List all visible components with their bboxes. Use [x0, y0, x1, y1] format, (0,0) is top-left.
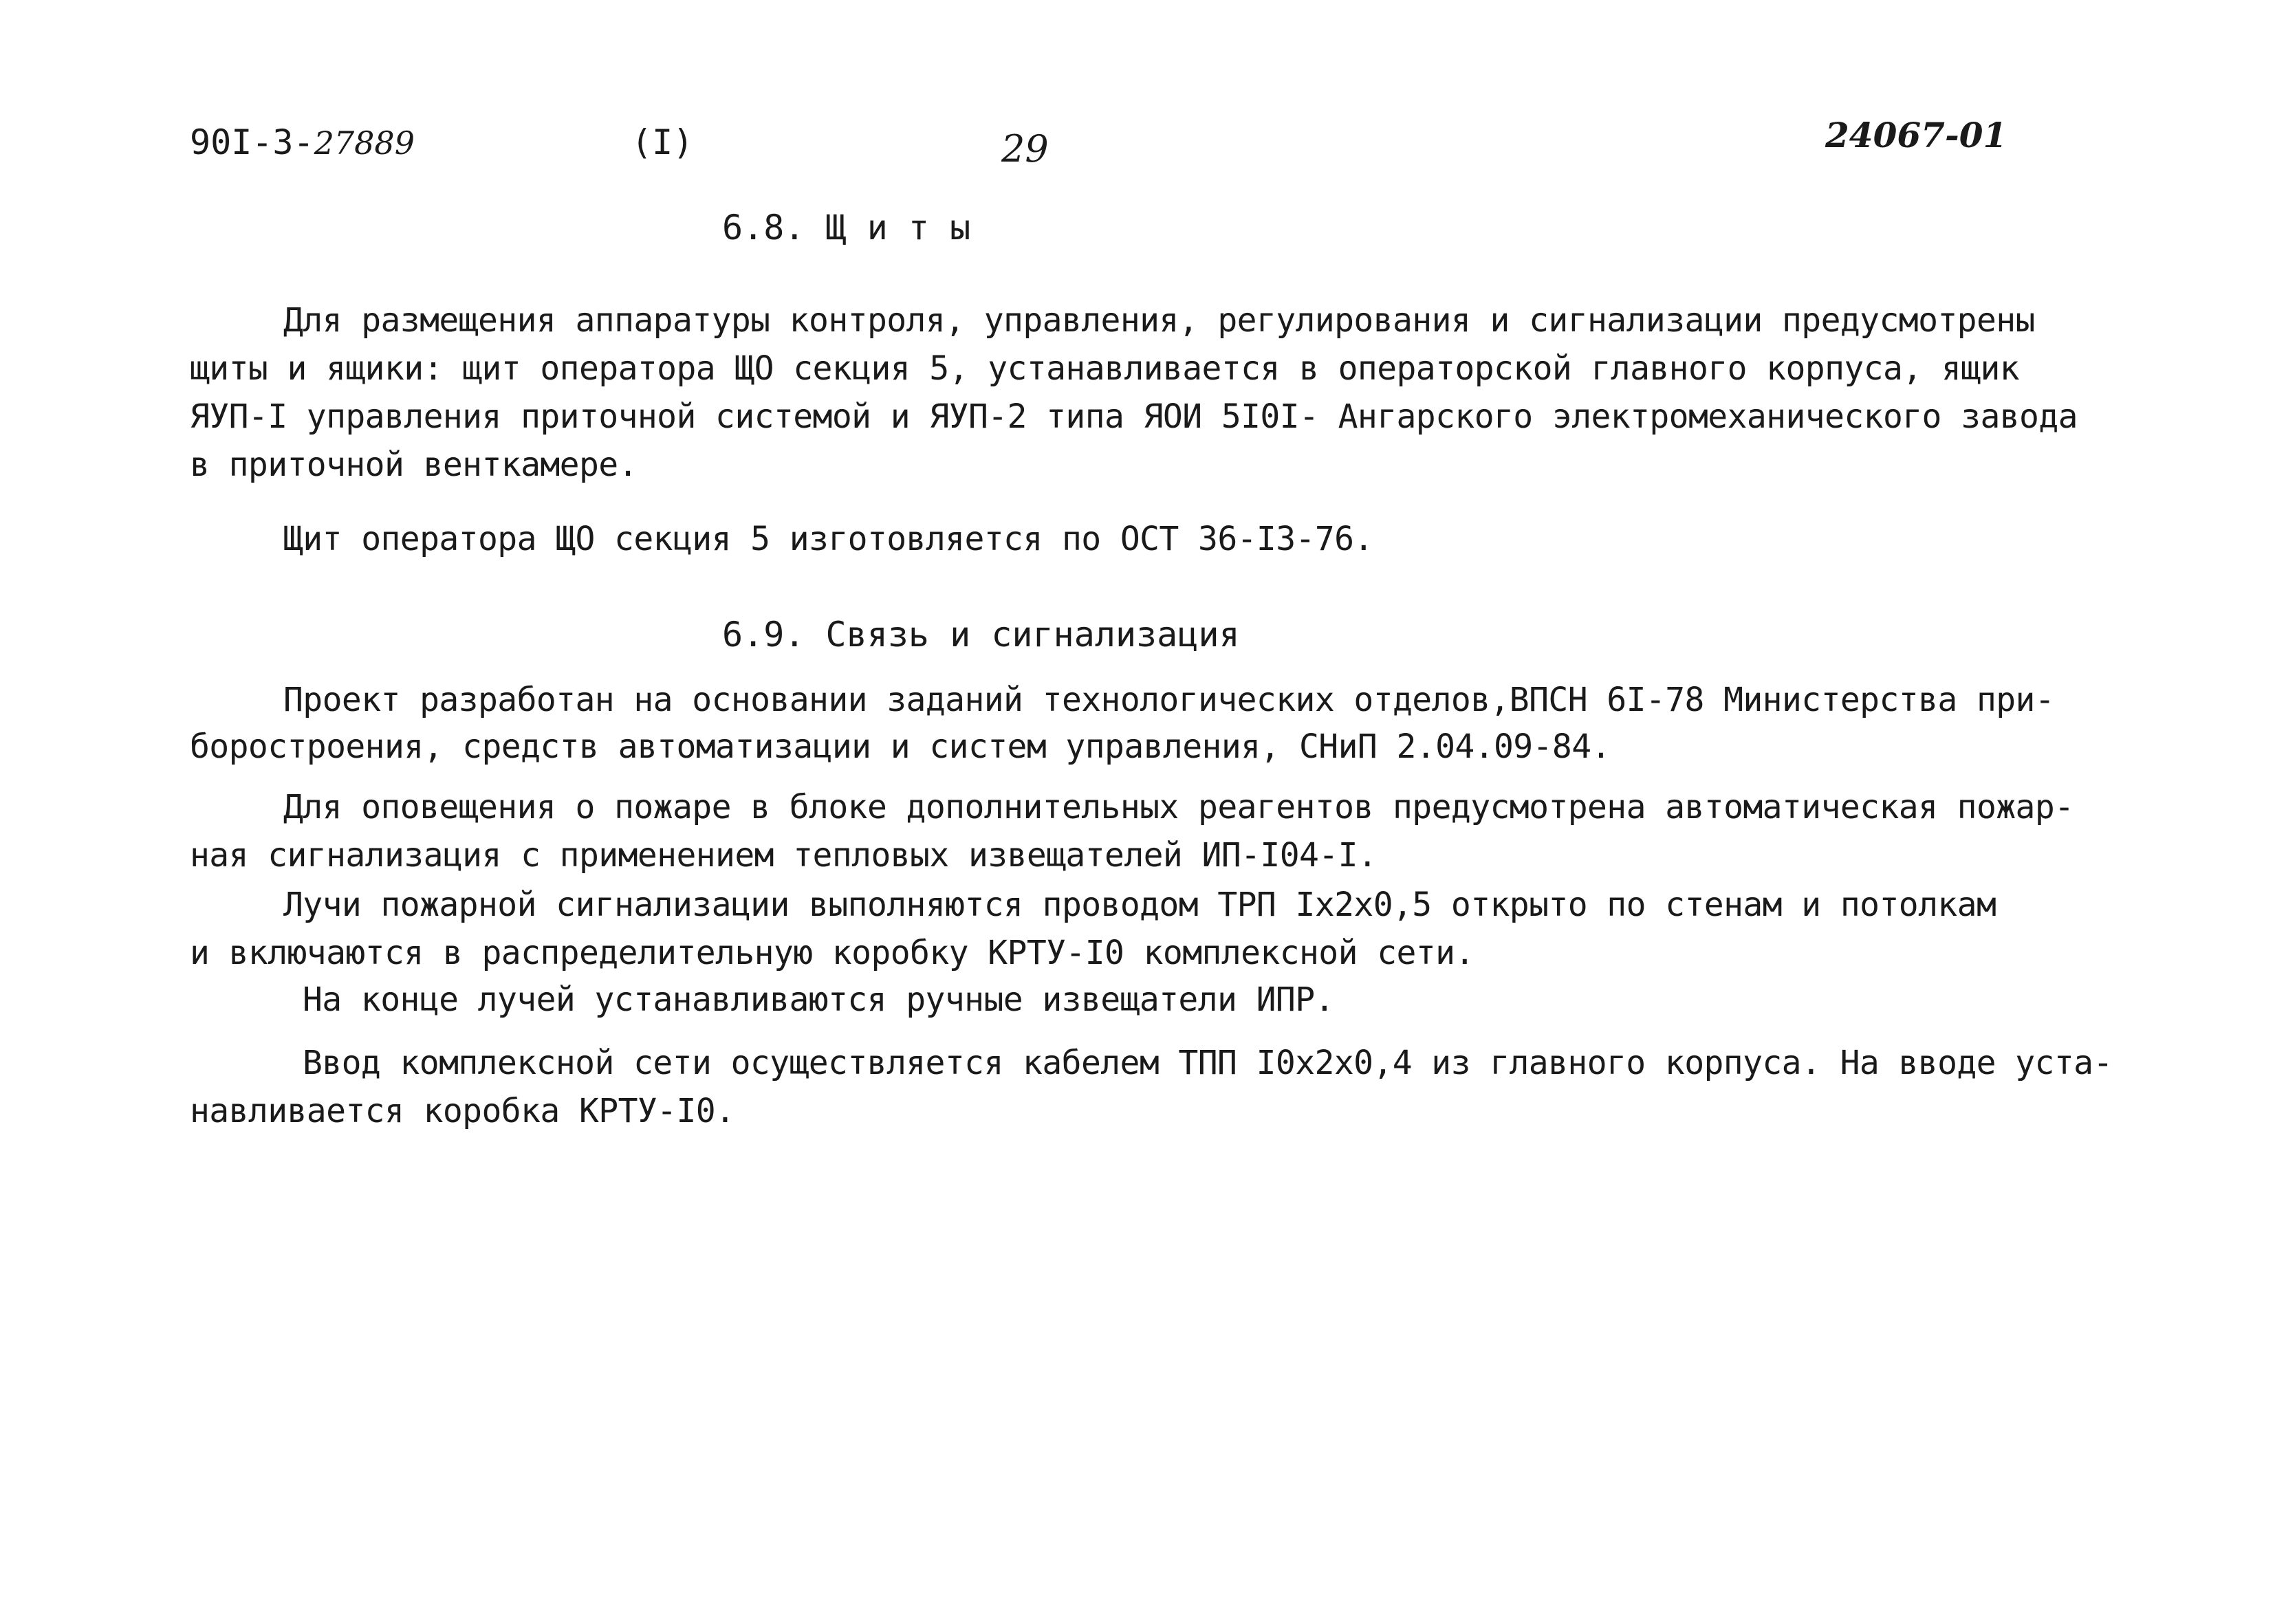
doc-code-handwritten: 27889 — [314, 124, 415, 162]
section-6-9-para3-line2: и включаются в распределительную коробку КРТУ-I0 комплексной сети. — [190, 934, 1474, 972]
section-6-9-para1-line1: Проект разработан на основании заданий технологических отделов,ВПСН 6I-78 Министерства при- — [283, 681, 2055, 719]
section-6-9-para2-line1: Для оповещения о пожаре в блоке дополнительных реагентов предусмотрена автоматическая пожар- — [283, 788, 2074, 826]
doc-code-printed: 90I-3- — [190, 122, 314, 162]
section-6-9-para5-line1: Ввод комплексной сети осуществляется кабелем ТПП I0х2х0,4 из главного корпуса. На вводе уста- — [303, 1044, 2113, 1082]
section-6-9-para1-line2: боростроения, средств автоматизации и систем управления, СНиП 2.04.09-84. — [190, 727, 1611, 766]
section-6-9-para4: На конце лучей устанавливаются ручные извещатели ИПР. — [303, 980, 1334, 1019]
doc-code — [190, 122, 415, 162]
page-number: 29 — [1001, 127, 1049, 171]
section-6-8-para1-line1: Для размещения аппаратуры контроля, управления, регулирования и сигнализации предусмотрены — [283, 301, 2035, 340]
section-6-9-para5-line2: навливается коробка КРТУ-I0. — [190, 1092, 735, 1130]
section-6-9-para3-line1: Лучи пожарной сигнализации выполняются проводом ТРП Iх2х0,5 открыто по стенам и потолкам — [283, 886, 1996, 924]
section-6-8-para1-line4: в приточной венткамере. — [190, 446, 638, 484]
section-6-8-para1-line2: щиты и ящики: щит оператора ЩО секция 5, устанавливается в операторской главного корпуса, ящик — [190, 349, 2020, 388]
section-6-9-title: 6.9. Связь и сигнализация — [722, 615, 1240, 655]
inventory-number: 24067-01 — [1825, 115, 2007, 155]
part-number: (I) — [631, 122, 694, 162]
section-6-8-para2: Щит оператора ЩО секция 5 изготовляется по ОСТ 36-I3-76. — [283, 520, 1373, 558]
section-6-8-para1-line3: ЯУП-I управления приточной системой и ЯУП-2 типа ЯОИ 5I0I- Ангарского электромеханического завода — [190, 397, 2078, 436]
section-6-8-title: 6.8. Щ и т ы — [722, 208, 971, 248]
section-6-9-para2-line2: ная сигнализация с применением тепловых извещателей ИП-I04-I. — [190, 836, 1378, 875]
